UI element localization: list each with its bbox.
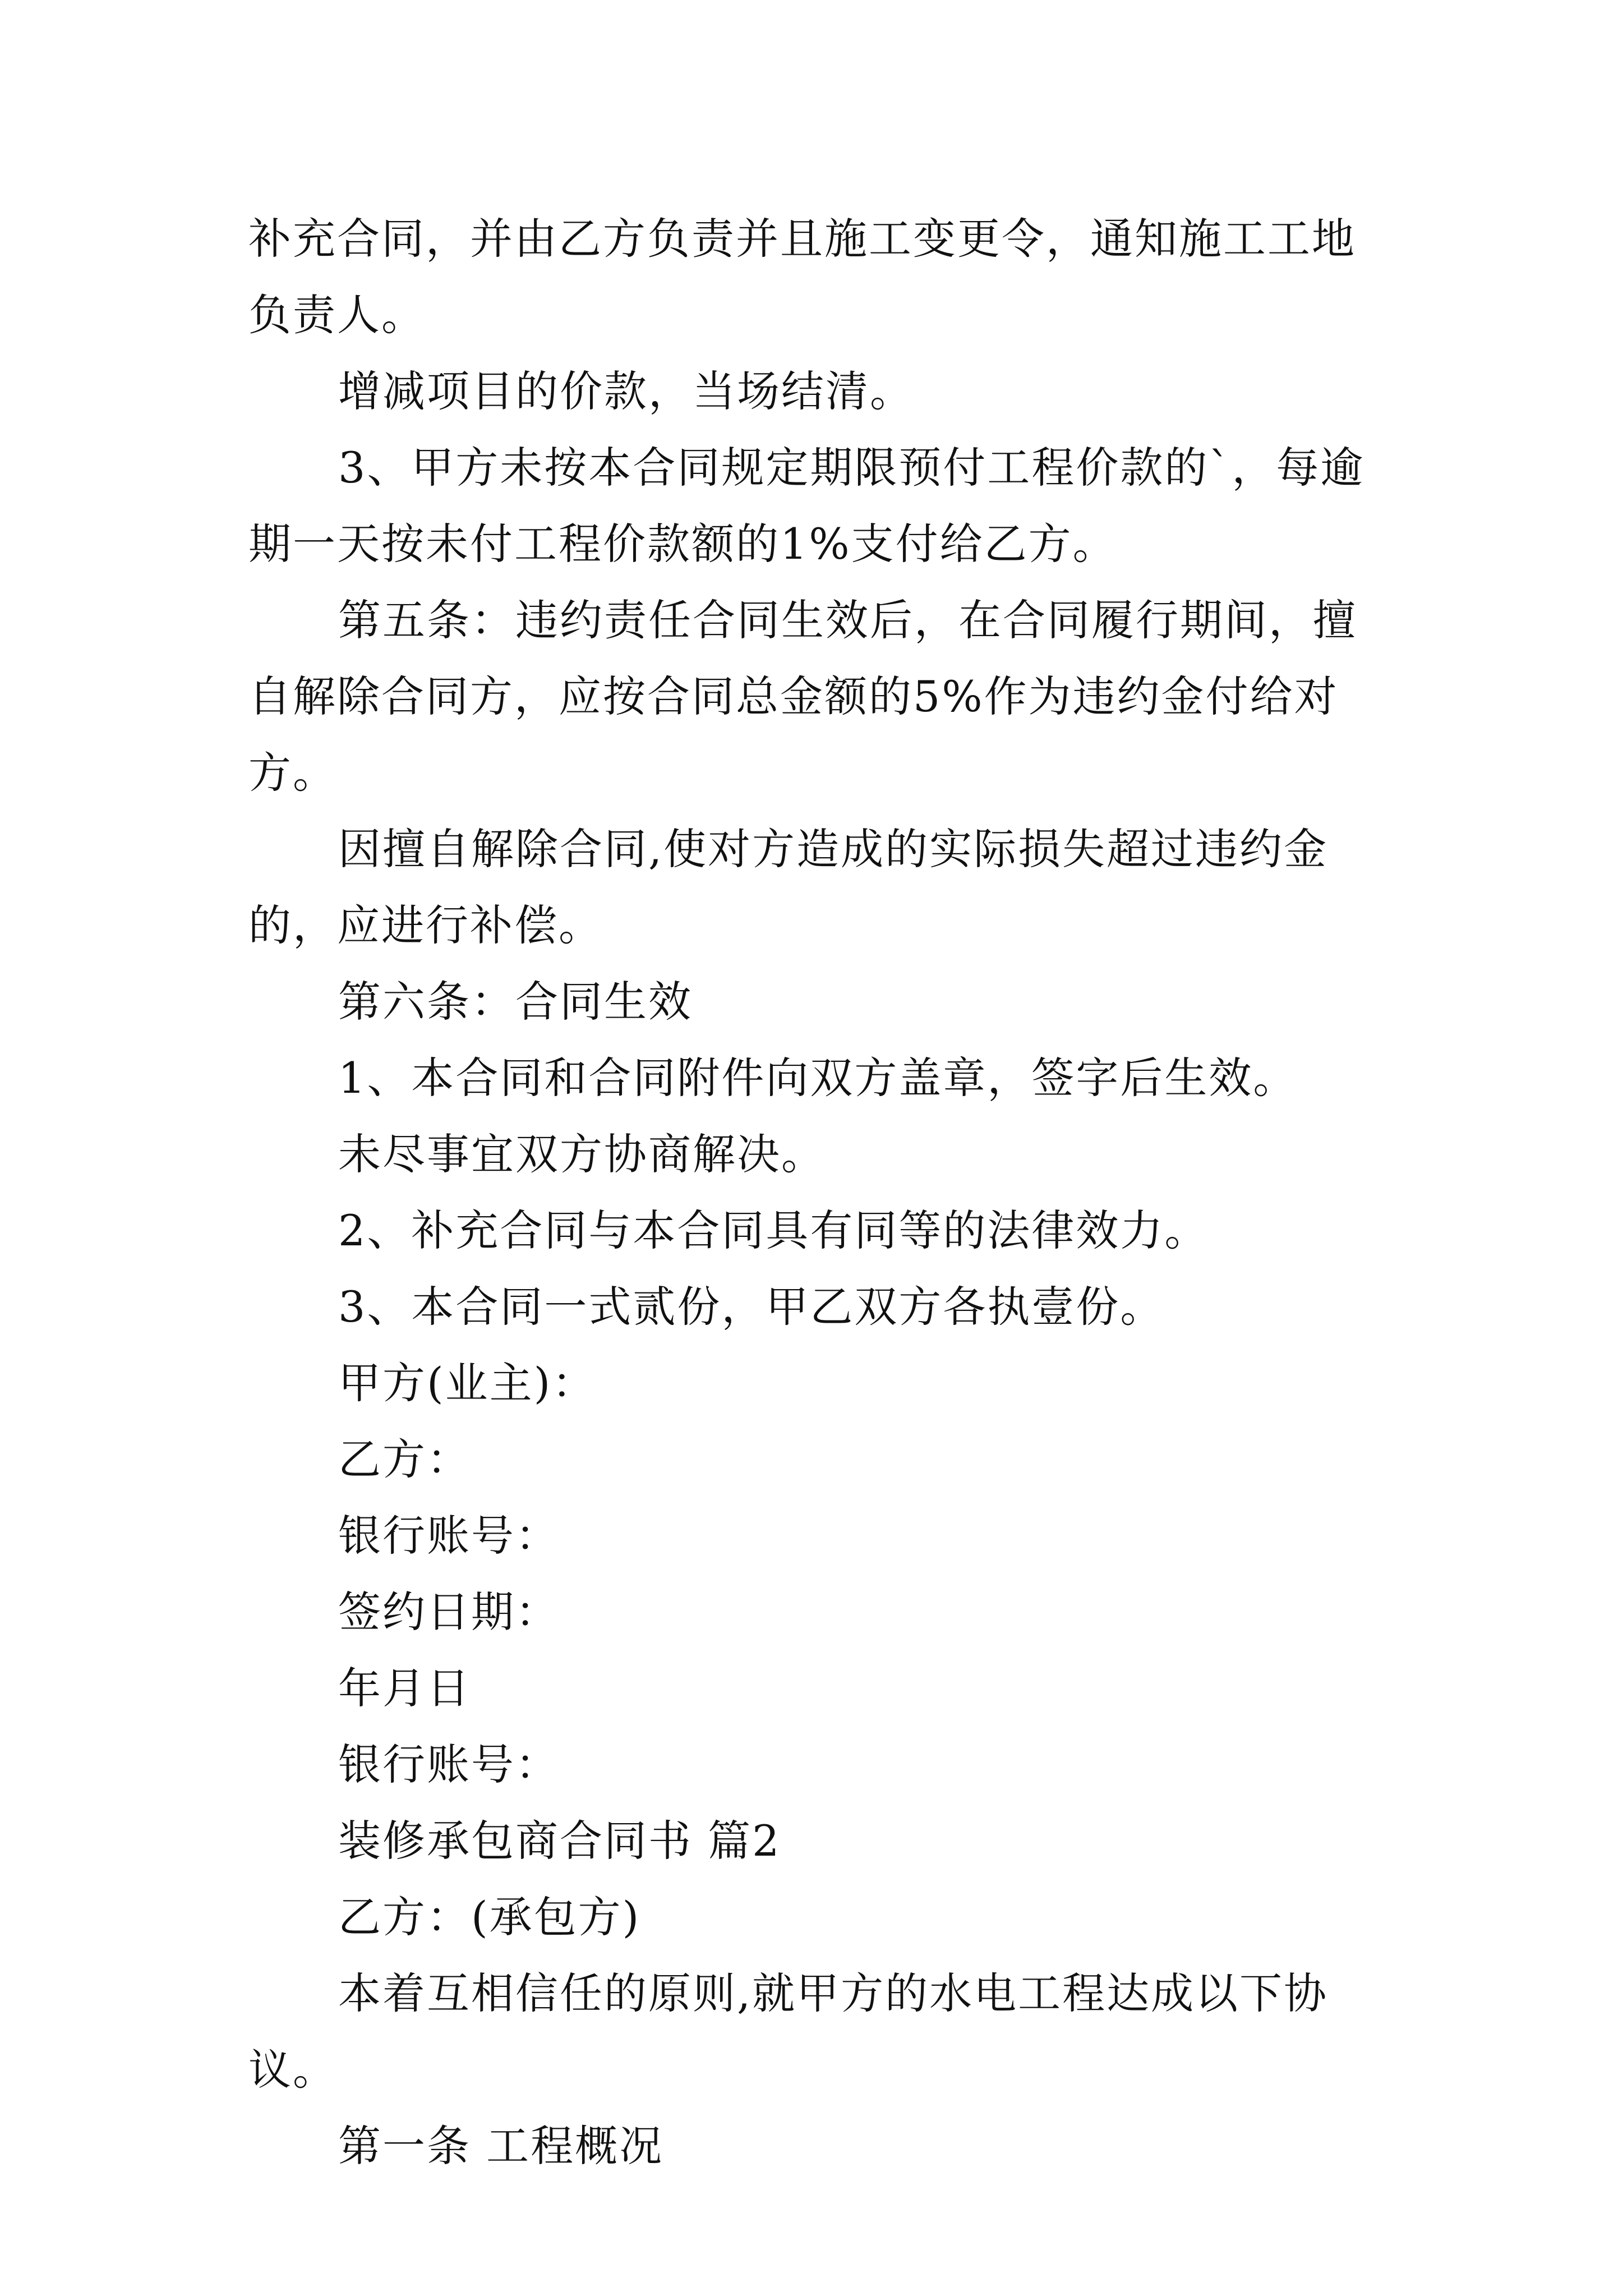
signature-date-placeholder: 年月日 bbox=[338, 1663, 471, 1713]
paragraph-late-payment: 3、甲方未按本合同规定期限预付工程价款的`，每逾期一天按未付工程价款额的1%支付给乙方。 bbox=[248, 443, 1365, 569]
paragraph-unresolved-matters: 未尽事宜双方协商解决。 bbox=[338, 1129, 826, 1179]
signature-bank-account-2: 银行账号： bbox=[338, 1740, 560, 1789]
signature-party-a: 甲方(业主)： bbox=[338, 1358, 597, 1408]
paragraph-effective-clause-2: 2、补充合同与本合同具有同等的法律效力。 bbox=[338, 1205, 1209, 1255]
paragraph-agreement-principle: 本着互相信任的原则,就甲方的水电工程达成以下协议。 bbox=[248, 1968, 1329, 2095]
paragraph-article-6-heading: 第六条：合同生效 bbox=[338, 977, 693, 1027]
paragraph-supplementary-contract: 补充合同，并由乙方负责并且施工变更令，通知施工工地负责人。 bbox=[248, 214, 1356, 340]
signature-bank-account-1: 银行账号： bbox=[338, 1511, 560, 1561]
document-body bbox=[248, 201, 1387, 2184]
section-title-contract-2: 装修承包商合同书 篇2 bbox=[338, 1816, 781, 1866]
paragraph-article-5-liability: 第五条：违约责任合同生效后，在合同履行期间，擅自解除合同方，应按合同总金额的5%作为违约金付给对方。 bbox=[248, 595, 1357, 798]
paragraph-price-settlement: 增减项目的价款，当场结清。 bbox=[338, 366, 914, 416]
paragraph-compensation: 因擅自解除合同,使对方造成的实际损失超过违约金的，应进行补偿。 bbox=[248, 824, 1329, 950]
paragraph-effective-clause-3: 3、本合同一式贰份，甲乙双方各执壹份。 bbox=[338, 1282, 1165, 1332]
signature-signing-date: 签约日期： bbox=[338, 1587, 560, 1637]
paragraph-article-1-heading: 第一条 工程概况 bbox=[338, 2121, 664, 2171]
paragraph-effective-clause-1: 1、本合同和合同附件向双方盖章，签字后生效。 bbox=[338, 1053, 1298, 1103]
signature-party-b: 乙方： bbox=[338, 1434, 471, 1484]
paragraph-party-b-contractor: 乙方：(承包方) bbox=[338, 1892, 641, 1942]
